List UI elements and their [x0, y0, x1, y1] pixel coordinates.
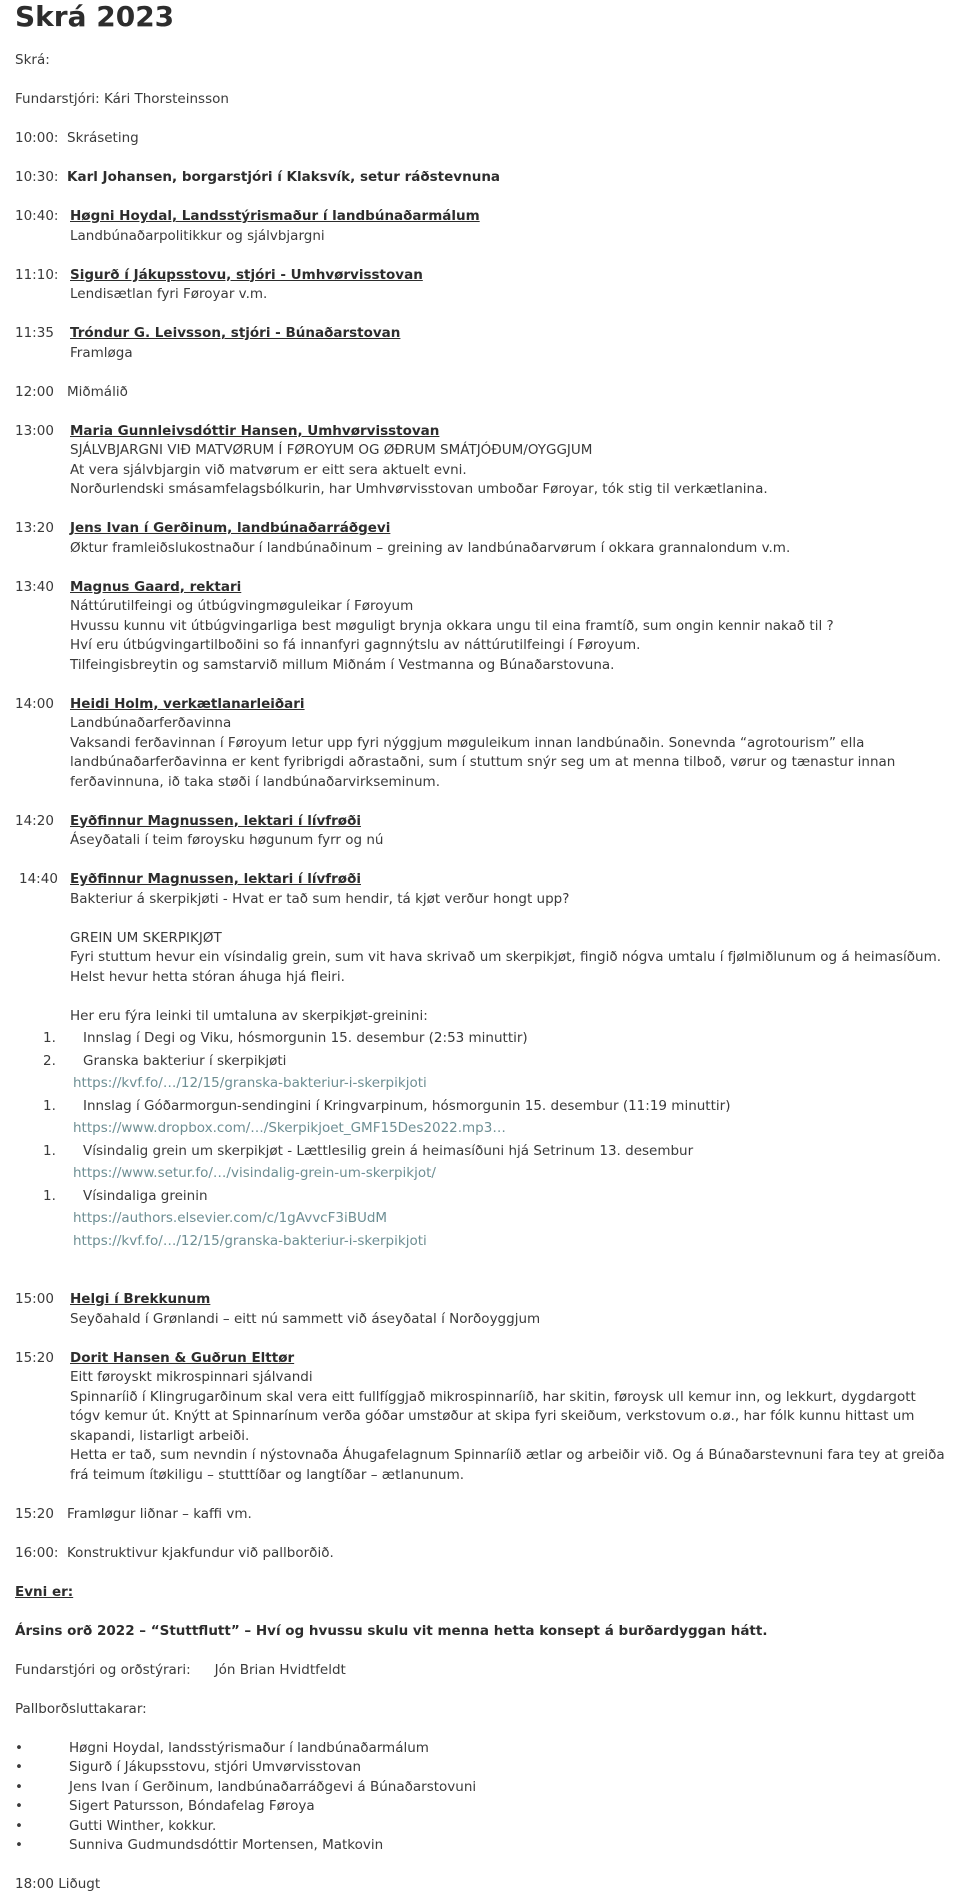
session-line: Hvussu kunnu vit útbúgvingarliga best møguligt brynja okkara ungu til eina framtíð, sum ongin kennir nakað til ? — [70, 617, 834, 634]
session-speaker[interactable]: Maria Gunnleivsdóttir Hansen, Umhvørvisstovan — [70, 422, 440, 439]
session-time: 14:40 — [19, 871, 58, 887]
session-content — [70, 578, 945, 676]
session-speaker[interactable]: Tróndur G. Leivsson, stjóri - Búnaðarstovan — [70, 325, 401, 341]
session-time: 13:40 — [15, 578, 54, 595]
moderator-name: Jón Brian Hvidtfeldt — [214, 1661, 346, 1678]
session-text: Skráseting — [67, 130, 139, 146]
panel-member — [15, 1778, 945, 1798]
panel-member-name: Høgni Hoydal, landsstýrismaður í landbúnaðarmálum — [69, 1739, 429, 1756]
bullet-mark: • — [15, 1778, 23, 1795]
session-line: Lendisætlan fyri Føroyar v.m. — [70, 286, 268, 302]
session-line: Vaksandi ferðavinnan í Føroyum letur upp fyri nýggjum møguleikum innan landbúnaðin. Sonevnda “agrotourism” ella landbúnaðarferðavinna er kent fyribrigdi aðrastaðni, sum í stuttum snýr seg um at menna tilboð, vørur og tænastur innan ferðavinnuna, ið taka støði í landbúnaðarvirkseminum. — [70, 734, 896, 790]
panel-member — [15, 1797, 945, 1817]
panel-member — [15, 1758, 945, 1778]
session-content — [70, 812, 945, 851]
session-speaker[interactable]: Dorit Hansen & Guðrun Elttør — [70, 1349, 295, 1366]
topic-label: Evni er: — [15, 1583, 74, 1600]
list-number: 1. — [43, 1030, 56, 1046]
session-content — [67, 1505, 945, 1525]
chair-line: Fundarstjóri: Kári Thorsteinsson — [15, 91, 229, 107]
list-item — [43, 1187, 945, 1207]
bullet-mark: • — [15, 1817, 23, 1834]
session-speaker[interactable]: Eyðfinnur Magnussen, lektari í lívfrøði — [70, 871, 361, 887]
session-line: Náttúrutilfeingi og útbúgvingmøguleikar í Føroyum — [70, 598, 414, 614]
session-time: 15:00 — [15, 1291, 54, 1307]
article-link[interactable]: https://www.dropbox.com/…/Skerpikjoet_GMF15Des2022.mp3… — [73, 1120, 506, 1136]
session-time: 10:30: — [15, 169, 59, 185]
session-line: Áseyðatali í teim føroysku høgunum fyrr og nú — [70, 832, 384, 848]
list-number: 1. — [43, 1097, 56, 1114]
session-text: Miðmálið — [67, 383, 128, 400]
session-speaker[interactable]: Sigurð í Jákupsstovu, stjóri - Umhvørvisstovan — [70, 266, 423, 283]
session-1440 — [15, 870, 945, 1026]
session-speaker[interactable]: Heidi Holm, verkætlanarleiðari — [70, 695, 305, 712]
session-line: Norðurlendski smásamfelagsbólkurin, har Umhvørvisstovan umboðar Føroyar, tók stig til verkætlanina. — [70, 481, 768, 497]
list-text: Vísindaliga greinin — [83, 1187, 208, 1204]
bullet-mark: • — [15, 1798, 23, 1814]
end-line: 18:00 Liðugt — [15, 1876, 101, 1892]
panel-member — [15, 1836, 945, 1856]
article-heading: GREIN UM SKERPIKJØT — [70, 929, 222, 946]
session-time: 11:35 — [15, 325, 54, 341]
session-item — [15, 266, 945, 305]
panel-member — [15, 1739, 945, 1759]
session-item — [15, 383, 945, 403]
session-content — [70, 1290, 945, 1329]
session-list — [15, 129, 945, 870]
article-paragraph: Fyri stuttum hevur ein vísindalig grein, sum vit hava skrivað um skerpikjøt, fingið nógva umtalu í fjølmiðlunum og á heimasíðum. Helst hevur hetta stóran áhuga hjá fleiri. — [70, 949, 942, 985]
bullet-mark: • — [15, 1739, 23, 1756]
session-time: 15:20 — [15, 1349, 54, 1366]
session-item — [15, 695, 945, 793]
session-item — [15, 422, 945, 500]
topic-line: Ársins orð 2022 – “Stuttflutt” – Hví og hvussu skulu vit menna hetta konsept á burðardyggan hátt. — [15, 1622, 768, 1639]
session-speaker[interactable]: Magnus Gaard, rektari — [70, 578, 242, 595]
session-line: Landbúnaðarferðavinna — [70, 715, 232, 731]
session-line: Bakteriur á skerpikjøti - Hvat er tað sum hendir, tá kjøt verður hongt upp? — [70, 890, 570, 907]
session-content — [67, 129, 945, 149]
list-number: 1. — [43, 1142, 56, 1159]
list-text: Innslag í Degi og Viku, hósmorgunin 15. desembur (2:53 minuttir) — [83, 1030, 528, 1046]
session-time: 10:00: — [15, 130, 59, 146]
session-line: SJÁLVBJARGNI VIÐ MATVØRUM Í FØROYUM OG ØÐRUM SMÁTJÓÐUM/OYGGJUM — [70, 442, 593, 458]
session-time: 16:00: — [15, 1544, 59, 1561]
session-list-2 — [15, 1290, 945, 1583]
panel-list — [15, 1739, 945, 1856]
article-link[interactable]: https://www.setur.fo/…/visindalig-grein-um-skerpikjot/ — [73, 1165, 436, 1181]
session-item — [15, 519, 945, 558]
list-item — [43, 1029, 945, 1049]
bullet-mark: • — [15, 1837, 23, 1853]
session-item — [15, 1349, 945, 1486]
session-text: Framløgur liðnar – kaffi vm. — [67, 1505, 252, 1522]
page-title: Skrá 2023 — [15, 0, 175, 33]
panel-member-name: Sunniva Gudmundsdóttir Mortensen, Matkovin — [69, 1837, 384, 1853]
session-line: Spinnaríið í Klingrugarðinum skal vera eitt fullfíggjað mikrospinnaríið, har skitin, føroysk ull kemur inn, og lekkurt, dygdargott tógv kemur út. Knýtt at Spinnarínum verða góðar umstøður at skipa fyri skeiðum, verkstovum o.ø., har fólk kunnu hittast um skapandi, listarligt arbeiði. — [70, 1388, 916, 1444]
session-time: 15:20 — [15, 1505, 54, 1522]
list-number: 1. — [43, 1187, 56, 1204]
session-time: 11:10: — [15, 266, 59, 283]
session-content — [67, 383, 945, 403]
session-item — [15, 207, 945, 246]
panel-member-name: Sigurð í Jákupsstovu, stjóri Umvørvisstovan — [69, 1759, 362, 1775]
links-intro: Her eru fýra leinki til umtaluna av skerpikjøt-greinini: — [70, 1007, 428, 1024]
session-item — [15, 129, 945, 149]
article-link[interactable]: https://authors.elsevier.com/c/1gAvvcF3iBUdM — [73, 1210, 388, 1226]
session-line: Eitt føroyskt mikrospinnari sjálvandi — [70, 1369, 313, 1385]
bullet-mark: • — [15, 1759, 23, 1775]
session-time: 14:00 — [15, 695, 54, 712]
session-content — [70, 266, 945, 305]
session-line: Hetta er tað, sum nevndin í nýstovnaða Áhugafelagnum Spinnaríið ætlar og arbeiðir við. Og á Búnaðarstevnuni fara tey at greiða frá teimum ítøkiligu – stutttíðar og langtíðar – ætlanunum. — [70, 1447, 945, 1483]
article-link[interactable]: https://kvf.fo/…/12/15/granska-bakteriur-i-skerpikjoti — [73, 1232, 427, 1249]
session-item — [15, 1505, 945, 1525]
article-link[interactable]: https://kvf.fo/…/12/15/granska-bakteriur-i-skerpikjoti — [73, 1075, 427, 1091]
session-item — [15, 812, 945, 851]
session-time: 10:40: — [15, 208, 59, 224]
session-content — [67, 1544, 945, 1564]
session-item — [15, 1290, 945, 1329]
session-speaker[interactable]: Eyðfinnur Magnussen, lektari í lívfrøði — [70, 812, 361, 829]
session-line: Landbúnaðarpolitikkur og sjálvbjargni — [70, 227, 325, 244]
list-item — [43, 1097, 945, 1117]
session-line: Hví eru útbúgvingartilboðini so fá innanfyri gagnnýtslu av náttúrutilfeingi í Føroyum. — [70, 637, 641, 653]
panel-member — [15, 1817, 945, 1837]
list-item — [43, 1052, 945, 1072]
session-content — [70, 422, 945, 500]
session-speaker[interactable]: Helgi í Brekkunum — [70, 1291, 211, 1307]
session-line: At vera sjálvbjargin við matvørum er eitt sera aktuelt evni. — [70, 461, 467, 478]
moderator-label: Fundarstjóri og orðstýrari: — [15, 1661, 191, 1678]
session-speaker[interactable]: Jens Ivan í Gerðinum, landbúnaðarráðgevi — [70, 520, 391, 536]
session-time: 13:20 — [15, 520, 54, 536]
session-content — [70, 324, 945, 363]
session-item — [15, 578, 945, 676]
session-item — [15, 1544, 945, 1564]
panel-member-name: Jens Ivan í Gerðinum, landbúnaðarráðgevi á Búnaðarstovuni — [69, 1778, 477, 1795]
list-text: Granska bakteriur í skerpikjøti — [83, 1052, 287, 1069]
session-text: Konstruktivur kjakfundur við pallborðið. — [67, 1544, 334, 1561]
session-line: Seyðahald í Grønlandi – eitt nú sammett við áseyðatal í Norðoyggjum — [70, 1310, 541, 1327]
session-content — [70, 695, 945, 793]
session-content — [70, 519, 945, 558]
moderator-line — [15, 1661, 945, 1681]
session-content — [70, 1349, 945, 1486]
session-time: 14:20 — [15, 812, 54, 829]
session-item — [15, 324, 945, 363]
session-line: Tilfeingisbreytin og samstarvið millum Miðnám í Vestmanna og Búnaðarstovuna. — [70, 656, 615, 673]
session-speaker[interactable]: Høgni Hoydal, Landsstýrismaður í landbúnaðarmálum — [70, 208, 480, 224]
list-item — [43, 1142, 945, 1162]
session-speaker: Karl Johansen, borgarstjóri í Klaksvík, setur ráðstevnuna — [67, 169, 501, 185]
session-time: 12:00 — [15, 383, 54, 400]
session-time: 13:00 — [15, 422, 54, 439]
list-text: Vísindalig grein um skerpikjøt - Lættlesilig grein á heimasíðuni hjá Setrinum 13. desembur — [83, 1142, 694, 1159]
session-content — [70, 207, 945, 246]
panel-member-name: Gutti Winther, kokkur. — [69, 1817, 217, 1834]
session-item — [15, 168, 945, 188]
list-text: Innslag í Góðarmorgun-sendingini í Kringvarpinum, hósmorgunin 15. desembur (11:19 minuttir) — [83, 1097, 731, 1114]
panel-label: Pallborðsluttakarar: — [15, 1700, 147, 1717]
list-number: 2. — [43, 1052, 56, 1069]
panel-member-name: Sigert Patursson, Bóndafelag Føroya — [69, 1798, 315, 1814]
intro-label: Skrá: — [15, 52, 50, 68]
session-line: Framløga — [70, 344, 133, 361]
session-line: Øktur framleiðslukostnaður í landbúnaðinum – greining av landbúnaðarvørum í okkara grannalondum v.m. — [70, 539, 791, 556]
session-content — [67, 168, 945, 188]
article-link-list — [15, 1029, 945, 1251]
